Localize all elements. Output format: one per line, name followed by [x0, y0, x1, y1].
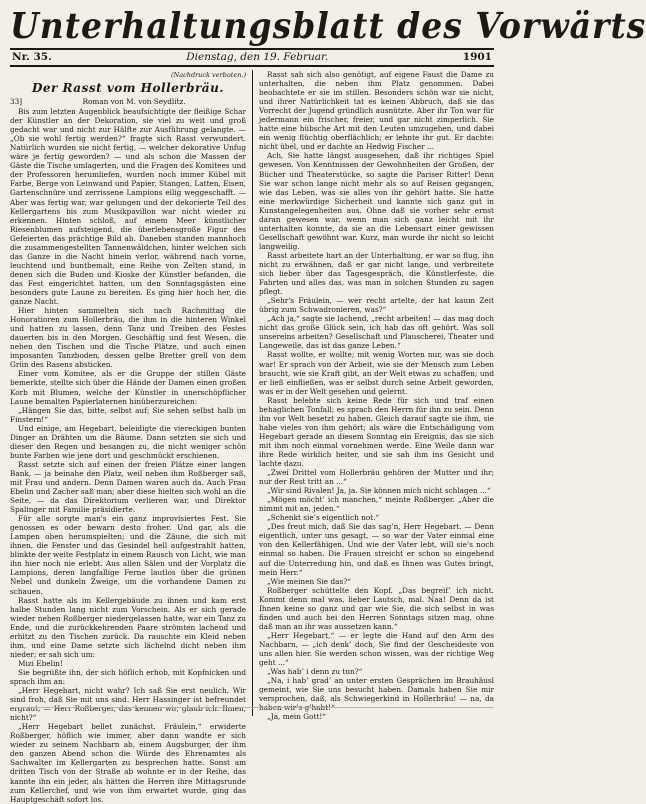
paragraph: „Wir sind Rivalen! Ja, ja. Sie können mich nicht schlagen ...“: [267, 486, 491, 496]
paragraph: „Schenkt sie’s eigentlich not.“: [267, 513, 380, 523]
paragraph: „Herr Hegebart, nicht wahr? Ich saß Sie erst neulich. Wir sind froh, daß Sie mit uns sind. Herr Hassinger ist befreundet ergraut, — Herr Roßberger, das kennen wir, glaub ich. Ihnen, nicht?“: [10, 686, 246, 723]
text-columns: [10, 70, 494, 804]
right-column: [252, 70, 494, 722]
paragraph: Rasst hatte als im Kellergebäude zu ihnen und kam erst halbe Stunden lang nicht zum Vorschein. Als er sich gerade wieder neben Roßberger niedergelassen hatte, war ein Tanz zu Ende, und die zurückkehrenden Paare strömten lachend und erhitzt zu den Tischen zurück. Da rauschte ein Kleid neben ihm, und eine Dame setzte sich lächelnd dicht neben ihm nieder; er sah sich um:: [10, 595, 246, 659]
paragraph: Einer vom Komitee, als er die Gruppe der stillen Gäste bemerkte, stellte sich über die Hände der Damen einen großen Korb mit Blumen, welche der Künstler in unerschöpflicher Laune bemalten Papierlaternen hinüberzureichen:: [10, 369, 246, 406]
paragraph: Und einige, am Hegebart, beleidigte die viereckigen bunten Dinger an Drähten um die Bäume. Dann setzten sie sich und dieser den Regen und besangen zu, die nicht weniger schön bunte Farben wie jene dort und geschmückt erschienen.: [10, 423, 246, 460]
paragraph: „Herr Hegebart bellet zunächst. Fräulein,“ erwiderte Roßberger, höflich wie immer, aber dann wandte er sich wieder zu seinem Nachbarn ab, einem Augsburger, der ihm den ganzen Abend schon die Würde des Ehrenamtes als Sachwalter im Kellergarten zu besprechen hatte. Sonst am dritten Tisch von der Straße ab wohnte er in der Reihe, das kannte ihn ein jeder, als hätten die Herren ihre Mittagsrunde zum Kellerchef, und wie von ihm erwartet wurde, ging das Hauptgeschäft sofort los.: [10, 722, 246, 804]
paragraph: „Wie meinen Sie das?“: [267, 576, 351, 586]
paragraph: „Na, i hab’ grad’ an unter ersten Gesprächen im Brauhäusl gemeint, wie Sie uns besucht haben. Damals haben Sie mir versprochen, daß, als Schwiegerkind in Hollerbräu! — na, da haben wir’s g’habt!“: [259, 676, 494, 713]
paragraph: „Mögen möcht’ ich manchen,“ meinte Roßberger. „Aber die nimmt mit an, jeden.“: [259, 495, 494, 514]
issue-date: Dienstag, den 19. Februar.: [186, 51, 329, 63]
paragraph: „Was hab’ i denn zu tun?“: [267, 667, 363, 677]
paragraph: „Hängen Sie das, bitte, selbst auf; Sie sehen selbst halb im Finstern!“: [10, 405, 246, 424]
reprint-note: (Nachdruck verboten.): [171, 71, 246, 79]
paragraph: „Zwei Drittel vom Hollerbräu gehören der Mutter und ihr; nur der Rest tritt an ...“: [259, 468, 494, 487]
paragraph: Rasst belebte sich keine Rede für sich und traf einen behaglichen Tonfall; es sprach den Herrn für ihn zu sein. Denn ihn vor Welt besetzt zu haben. Gleich darauf sagte sie ihm, sie habe vieles von ihm gehört; als wäre die Entschädigung vom Hegebart gerade an diesem Sonntag ein Ereignis, das sie sich mit ihm noch einmal vornehmen werde. Eine Weile dann war ihre Rede wirklich heiter, und sie sah ihm ins Gesicht und lachte dazu.: [259, 395, 494, 469]
paragraph: Für alle sorgte man's ein ganz improvisiertes Fest. Sie genossen es oder bewarn desto froher. Und gar, als die Lampen oben herumspielten; und die Zäune, die sich mit ihnen, die Fenster und das Gesindel hell aufgestrahlt hatten, blinkte der weite Festplatz in einem Rausch von Licht, wie man ihn hier noch nie erlebt. Aus allen Sälen und der Vorplatz die Lampions, deren langfallige Ferne lautlos über die grünen Nebel und dunkeln Zweige, um die vorhandene Damen zu schauen.: [10, 514, 246, 596]
paragraph: Sie begrüßte ihn, der sich höflich erhob, mit Kopfnicken und sprach ihm an:: [10, 667, 246, 686]
installment-number: 33]: [10, 97, 23, 107]
author-line: Roman von M. von Seydlitz.: [82, 97, 186, 107]
issue-line: [10, 48, 494, 67]
paragraph: „Sehr's Fräulein, — wer recht artelte, der hat kaum Zeit übrig zum Schwadronieren, was?“: [259, 296, 494, 315]
page-bottom-rule: [10, 707, 494, 708]
paragraph: Rasst arbeitete hart an der Unterhaltung, er war so flug, ihn nicht zu erwähnen, daß er gar nicht lange, und verbreitete sich lieber über das Tagesgespräch, die Künstlerfeste, die Fahrten und alles das, was man in solchen Stunden zu sagen pflegt.: [259, 250, 494, 297]
paragraph: Hier hinten sammelten sich nach Rachmittag die Honoratioren zum Hollerbräu, die ihm in die hinteren Winkel und hatten zu lassen, denn Tanz und Treiben des Festes dauerten bis in den Morgen. Geschäftig und fest Wesen, die neben den Tischen und die Tische Plätze, und auch einen imposanten Tanzboden, dessen gelbe Bretter grell von dem Grün des Rasens absticken.: [10, 306, 246, 370]
paragraph: „Ach ja,“ sagte sie lachend, „recht arbeiten! — das mag doch nicht das große Glück sein, ich hab das oft gehört. Was soll unsereins arbeiten? Gesellschaft und Plauscherei, Theater und Langeweile, das ist das ganze Leben.“: [259, 314, 494, 351]
paragraph: „Des freut mich, daß Sie das sag’n, Herr Hegebart. — Denn eigentlich, unter uns gesagt, — so war der Vater einmal eine von den Kellerfähigen. Und wie der Vater lebt, will sie’s noch einmal so haben. Die Frauen streicht er schon so eingehend auf die Unterredung hin, und daß es Ihnen was Gutes bringt, mein Herr.“: [259, 522, 494, 577]
paragraph: Rasst setzte sich auf einen der freien Plätze einer langen Bank, — ja beinahe den Platz, weil neben ihm Roßberger saß, mit Frau und andern. Denn Damen waren auch da. Auch Frau Ebelin und Zacher saß man; aber diese hielten sich wohl an die Seite, — da das Direktorium verlieren war, und Direktor Spalinger mit Familie präsidierte.: [10, 459, 246, 515]
paragraph: Rasst wollte, er wollte; mit wenig Worten nur, was sie doch war! Er sprach von der Arbeit, wie sie der Mensch zum Leben braucht, wie sie Kraft gibt, an der Welt etwas zu schaffen; und er ließ einfließen, was er selbst durch seine Arbeit geworden, was er in der Welt gesehen und gelernt.: [259, 350, 494, 396]
paragraph: „Ja, mein Gott!“: [267, 712, 327, 722]
masthead-title: Unterhaltungsblatt des Vorwärts: [10, 4, 646, 47]
issue-number: Nr. 35.: [12, 51, 52, 63]
paragraph: Ach, Sie hatte längst ausgesehen, daß ihr richtiges Spiel gewesen. Von Kenntnissen der Gewohnheiten der Großen, der Bücher und Theaterstücke, so sagte die Pariser Ritter! Denn Sie war schon lange nicht mehr als so auf Reisen gegangen, wie das Leben, was sie alles von ihr gehört hatte. Sie hatte eine merkwürdige Sicherheit und kannte sich ganz gut in Kunstangelegenheiten aus. Ohne daß sie vorher sehr ernst daran gewesen war, wenn man sich ganz leicht mit ihr unterhalten konnte, da sie an die Lebensart einer gewissen Gesellschaft gewöhnt war. Kurz, man wurde ihr nicht so leicht langweilig.: [259, 151, 494, 251]
issue-year: 1901: [462, 51, 492, 63]
paragraph: Mizi Ebelin!: [18, 658, 63, 668]
left-column: [10, 70, 252, 804]
paragraph: Bis zum letzten Augenblick beaufsichtigte der fleißige Schar der Künstler an der Dekoration, sie viel zu weit und groß gedacht war und nicht zur Hälfte zur Ausführung gelangte. — „Ob sie wohl fertig werden?“ fragte sich Rasst verwundert. Natürlich wurden sie nicht fertig, — welcher dekorative Unfug wäre je fertig geworden? — und als schon die Massen der Gäste die Tische umlagerten, und die Fragen des Komitees und der Professoren herumliefen, wurden noch immer Kübel mit Farbe, Berge von Leinwand und Papier, Stangen, Latten, Eisen, Gartenschnüre und zerrissene Lampions eilig weggeschafft. — Aber was fertig war, war gelungen und der dekorierte Teil des Kellergartens bis zum Musikpavillon war nicht wieder zu erkennen. Hinten schloß, auf einem Meer künstlicher Riesenblumen aufsteigend, die überlebensgroße Figur des Gefeierten das prächtige Bild ab. Daneben standen mannhoch die zusammengestellten Tannenwäldchen, hinter welchen sich das Ganze in die Nacht hinein verlor, während nach vorne, leuchtend und buntbemalt, eine Reihe von Zelten stand, in denen sich die Buden und Kioske der Künstler befanden, die das Fest eingerichtet hatten, um den Sonntagsgästen eine besonders gute Laune zu bereiten. Es ging hier hoch her, die ganze Nacht.: [10, 107, 246, 307]
paragraph: „Herr Hegebart,“ — er legte die Hand auf den Arm des Nachbarn, — „ich denk’ doch, Sie find der Gescheideste von uns allen hier. Sie werden schon wissen, was der richtige Weg geht ...“: [259, 630, 494, 668]
byline: [10, 97, 246, 106]
paragraph: Roßberger schüttelte den Kopf. „Das begreif’ ich nicht. Kommt denn mal was, lieber Lautsch, mal. Naa! Denn da ist Ihnen keine so ganz und gar wie Sie, die sich selbst in was finden und auch bei den Herren Sonntags sitzen mag, ohne daß man an ihr was aussetzen kann.“: [259, 585, 494, 631]
story-title: Der Rasst vom Hollerbräu.: [32, 81, 224, 96]
paragraph: Rasst sah sich also genötigt, auf eigene Faust die Dame zu unterhalten, die neben ihm Platz genommen. Dabei beobachtete er sie im stillen. Besonders schön war sie nicht, und ihrer Natürlichkeit tat es keinen Abbruch, daß sie das Vorrecht der Jugend gründlich ausnützte. Aber ihr Ton war für jedermann ein frischer, freier, und gar nicht zimperlich. Sie hatte eine hübsche Art mit den Leuten umzugehen, und dabei ein wenig flüchtig oberflächlich; er lehnte ihr gut. Er dachte: nicht übel, und er dachte an Hedwig Fischer ...: [259, 70, 494, 152]
